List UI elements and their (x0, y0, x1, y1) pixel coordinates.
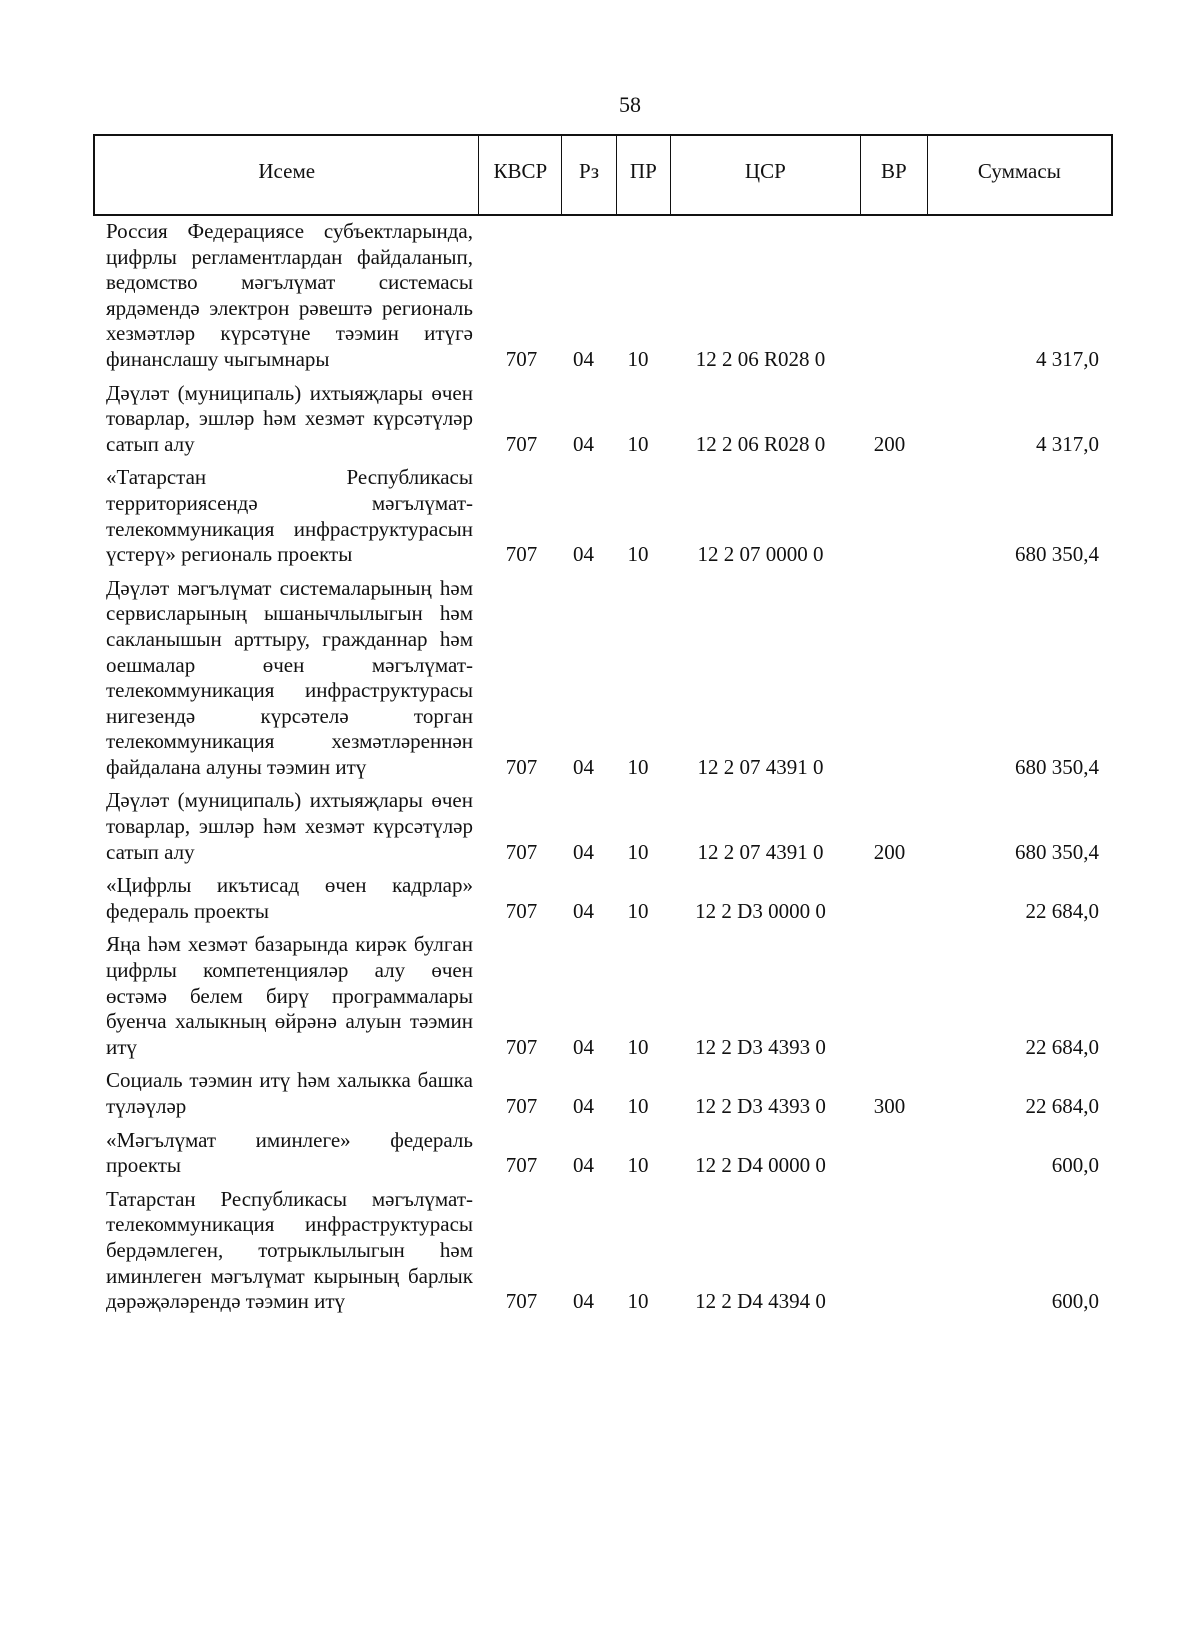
row-pr: 10 (627, 1153, 649, 1178)
row-rz: 04 (573, 431, 594, 456)
row-name: Социаль тәэмин итү һәм халыкка башка түләүләр (106, 1068, 473, 1118)
row-kvsr: 707 (505, 1094, 538, 1118)
header-name: Исеме (95, 136, 479, 214)
row-name: Яңа һәм хезмәт базарында кирәк булган цифрлы компетенцияләр алу өчен өстәмә белем бирү программалары буенча халыкның өйрәнә алуын тәэмин итү (106, 932, 473, 1059)
header-sum: Суммасы (977, 158, 1061, 183)
row-sum: 680 350,4 (1015, 754, 1099, 779)
row-csr: 12 2 D3 4393 0 (695, 1094, 826, 1118)
table-row (93, 465, 1113, 567)
row-csr: 12 2 06 R028 0 (695, 431, 826, 456)
table-row (93, 1187, 1113, 1315)
table-row (93, 1068, 1113, 1119)
row-rz: 04 (573, 542, 594, 567)
row-kvsr: 707 (505, 542, 538, 567)
row-csr: 12 2 D4 0000 0 (695, 1153, 826, 1178)
row-sum: 4 317,0 (1036, 431, 1099, 456)
row-sum: 4 317,0 (1036, 346, 1099, 371)
row-sum: 600,0 (1051, 1289, 1099, 1314)
row-name: «Цифрлы икътисад өчен кадрлар» федераль проекты (106, 873, 473, 923)
row-name: Дәүләт (муниципаль) ихтыяҗлары өчен товарлар, эшләр һәм хезмәт күрсәтүләр сатып алу (106, 788, 473, 864)
row-kvsr: 707 (505, 431, 538, 456)
row-kvsr: 707 (505, 346, 538, 371)
table-row (93, 381, 1113, 458)
row-csr: 12 2 07 0000 0 (697, 542, 824, 567)
row-rz: 04 (573, 346, 594, 371)
table-row (93, 873, 1113, 924)
row-pr: 10 (627, 754, 649, 779)
row-rz: 04 (573, 754, 594, 779)
row-pr: 10 (627, 1034, 649, 1059)
row-rz: 04 (573, 1289, 594, 1314)
row-csr: 12 2 D4 4394 0 (695, 1289, 826, 1314)
page-number: 58 (619, 92, 641, 117)
row-pr: 10 (627, 1094, 649, 1118)
row-name: «Мәгълүмат иминлеге» федераль проекты (106, 1127, 473, 1178)
row-pr: 10 (627, 898, 649, 923)
row-pr: 10 (627, 542, 649, 567)
table-body (93, 219, 1113, 1323)
header-kvsr: КВСР (479, 136, 562, 214)
row-kvsr: 707 (505, 1153, 538, 1178)
row-sum: 680 350,4 (1015, 839, 1099, 864)
row-rz: 04 (573, 1153, 594, 1178)
header-vr: ВР (861, 136, 928, 214)
row-csr: 12 2 07 4391 0 (697, 754, 824, 779)
header-rz: Рз (562, 136, 617, 214)
row-rz: 04 (573, 839, 594, 864)
table-row (93, 219, 1113, 373)
row-sum: 680 350,4 (1015, 542, 1099, 567)
table-row (93, 788, 1113, 865)
row-sum: 22 684,0 (1025, 1094, 1099, 1118)
row-name: Дәүләт (муниципаль) ихтыяҗлары өчен товарлар, эшләр һәм хезмәт күрсәтүләр сатып алу (106, 380, 473, 456)
header-pr: ПР (617, 136, 671, 214)
row-pr: 10 (627, 839, 649, 864)
row-name: Татарстан Республикасы мәгълүмат-телекоммуникация инфраструктурасы бердәмлеген, тотрыклылыгын һәм иминлеген мәгълүмат кырының барлык дәрәҗәләрендә тәэмин итү (106, 1186, 473, 1314)
row-kvsr: 707 (505, 754, 538, 779)
row-rz: 04 (573, 898, 594, 923)
row-sum: 22 684,0 (1025, 1034, 1099, 1059)
row-pr: 10 (627, 1289, 649, 1314)
row-vr: 300 (873, 1094, 906, 1118)
table-row (93, 932, 1113, 1060)
row-sum: 600,0 (1051, 1153, 1099, 1178)
row-name: Дәүләт мәгълүмат системаларының һәм сервисларының ышанычлылыгын һәм сакланышын арттыру, гражданнар һәм оешмалар өчен мәгълүмат-телекоммуникация инфраструктурасы нигезендә күрсәтелә торган телекоммуникация хезмәтләреннән файдалана алуны тәэмин итү (106, 575, 473, 779)
row-name: «Татарстан Республикасы территориясендә мәгълүмат-телекоммуникация инфраструктурасын үстерү» региональ проекты (106, 465, 473, 567)
row-sum: 22 684,0 (1025, 898, 1099, 923)
row-name: Россия Федерациясе субъектларында, цифрлы регламентлардан файдаланып, ведомство мәгълүмат системасы ярдәмендә электрон рәвештә региональ хезмәтләр күрсәтүне тәэмин итүгә финанслашу чыгымнары (106, 219, 473, 371)
row-csr: 12 2 06 R028 0 (695, 346, 826, 371)
row-pr: 10 (627, 346, 649, 371)
row-vr: 200 (873, 839, 906, 864)
row-rz: 04 (573, 1034, 594, 1059)
row-kvsr: 707 (505, 1289, 538, 1314)
row-kvsr: 707 (505, 898, 538, 923)
table-header (93, 134, 1113, 216)
row-rz: 04 (573, 1094, 594, 1118)
row-kvsr: 707 (505, 1034, 538, 1059)
row-csr: 12 2 D3 4393 0 (695, 1034, 826, 1059)
row-pr: 10 (627, 431, 649, 456)
table-row (93, 576, 1113, 781)
table-row (93, 1128, 1113, 1179)
row-kvsr: 707 (505, 839, 538, 864)
row-vr: 200 (873, 431, 906, 456)
row-csr: 12 2 D3 0000 0 (695, 898, 826, 923)
row-csr: 12 2 07 4391 0 (697, 839, 824, 864)
header-csr: ЦСР (671, 136, 861, 214)
